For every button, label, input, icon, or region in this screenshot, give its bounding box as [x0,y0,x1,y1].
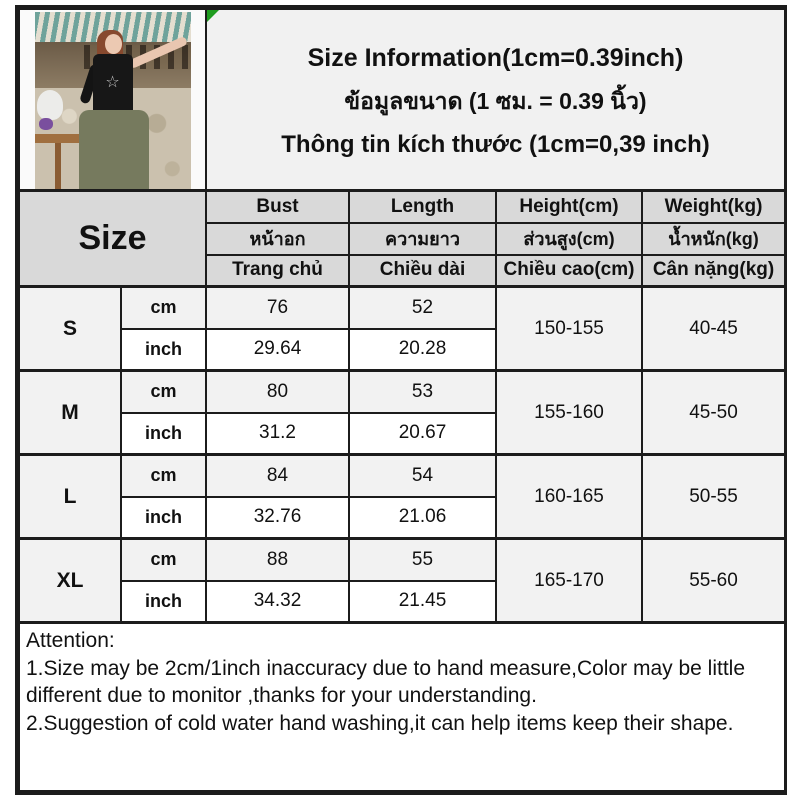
attention-row [19,623,785,792]
col-header-bust-en: Bust [206,191,349,223]
size-label-l: L [19,455,121,539]
cell-l-height: 160-165 [496,455,642,539]
media-row [19,9,785,191]
unit-label-inch: inch [121,329,206,371]
row-s-cm [19,287,785,329]
cell-xl-weight: 55-60 [642,539,785,623]
col-header-weight-th: น้ำหนัก(kg) [642,223,785,255]
row-m-cm [19,371,785,413]
title-cell [206,9,785,191]
cell-m-bust-inch: 31.2 [206,413,349,455]
attention-heading: Attention: [26,629,115,652]
attention-note-1: 1.Size may be 2cm/1inch inaccuracy due to hand measure,Color may be little different due to monitor ,thanks for your understanding. [26,656,746,708]
cell-m-length-cm: 53 [349,371,496,413]
white-fan [37,90,63,120]
col-header-height-vi: Chiều cao(cm) [496,255,642,287]
col-header-height-th: ส่วนสูง(cm) [496,223,642,255]
page-title-vi: Thông tin kích thước (1cm=0,39 inch) [281,131,710,158]
cell-l-bust-cm: 84 [206,455,349,497]
cell-l-bust-inch: 32.76 [206,497,349,539]
cell-s-length-inch: 20.28 [349,329,496,371]
row-l-cm [19,455,785,497]
purple-flowers [39,118,53,130]
cell-xl-length-inch: 21.45 [349,581,496,623]
size-header: Size [19,191,206,287]
cell-xl-bust-inch: 34.32 [206,581,349,623]
unit-label-inch: inch [121,497,206,539]
page-title-th: ข้อมูลขนาด (1 ซม. = 0.39 นิ้ว) [344,88,647,114]
title-stack [207,10,784,189]
col-header-bust-vi: Trang chủ [206,255,349,287]
header-row-en [19,191,785,223]
col-header-weight-vi: Cân nặng(kg) [642,255,785,287]
col-header-length-en: Length [349,191,496,223]
cell-m-weight: 45-50 [642,371,785,455]
unit-label-inch: inch [121,581,206,623]
product-photo-cell [19,9,206,191]
unit-label-cm: cm [121,287,206,329]
cell-m-length-inch: 20.67 [349,413,496,455]
cell-l-length-inch: 21.06 [349,497,496,539]
col-header-bust-th: หน้าอก [206,223,349,255]
cell-l-weight: 50-55 [642,455,785,539]
unit-label-inch: inch [121,413,206,455]
unit-label-cm: cm [121,455,206,497]
cell-s-bust-cm: 76 [206,287,349,329]
model-head [105,34,122,54]
unit-label-cm: cm [121,371,206,413]
model-black-tshirt [93,54,133,112]
cell-xl-bust-cm: 88 [206,539,349,581]
size-chart-sheet [15,5,787,795]
cell-m-bust-cm: 80 [206,371,349,413]
cell-s-weight: 40-45 [642,287,785,371]
cell-s-length-cm: 52 [349,287,496,329]
col-header-length-vi: Chiều dài [349,255,496,287]
cell-m-height: 155-160 [496,371,642,455]
cell-s-bust-inch: 29.64 [206,329,349,371]
col-header-weight-en: Weight(kg) [642,191,785,223]
page-title-en: Size Information(1cm=0.39inch) [307,44,684,72]
size-table [18,8,786,792]
cell-l-length-cm: 54 [349,455,496,497]
product-photo [35,12,191,189]
attention-section [19,623,785,792]
row-xl-cm [19,539,785,581]
col-header-height-en: Height(cm) [496,191,642,223]
size-label-m: M [19,371,121,455]
wood-table-leg [55,143,61,189]
col-header-length-th: ความยาว [349,223,496,255]
cell-xl-height: 165-170 [496,539,642,623]
attention-note-2: 2.Suggestion of cold water hand washing,it can help items keep their shape. [26,712,734,736]
size-label-s: S [19,287,121,371]
model-olive-pants [79,110,149,189]
unit-label-cm: cm [121,539,206,581]
cell-xl-length-cm: 55 [349,539,496,581]
cell-s-height: 150-155 [496,287,642,371]
wood-table [35,134,83,143]
size-label-xl: XL [19,539,121,623]
star-print-icon: ☆ [105,74,120,91]
